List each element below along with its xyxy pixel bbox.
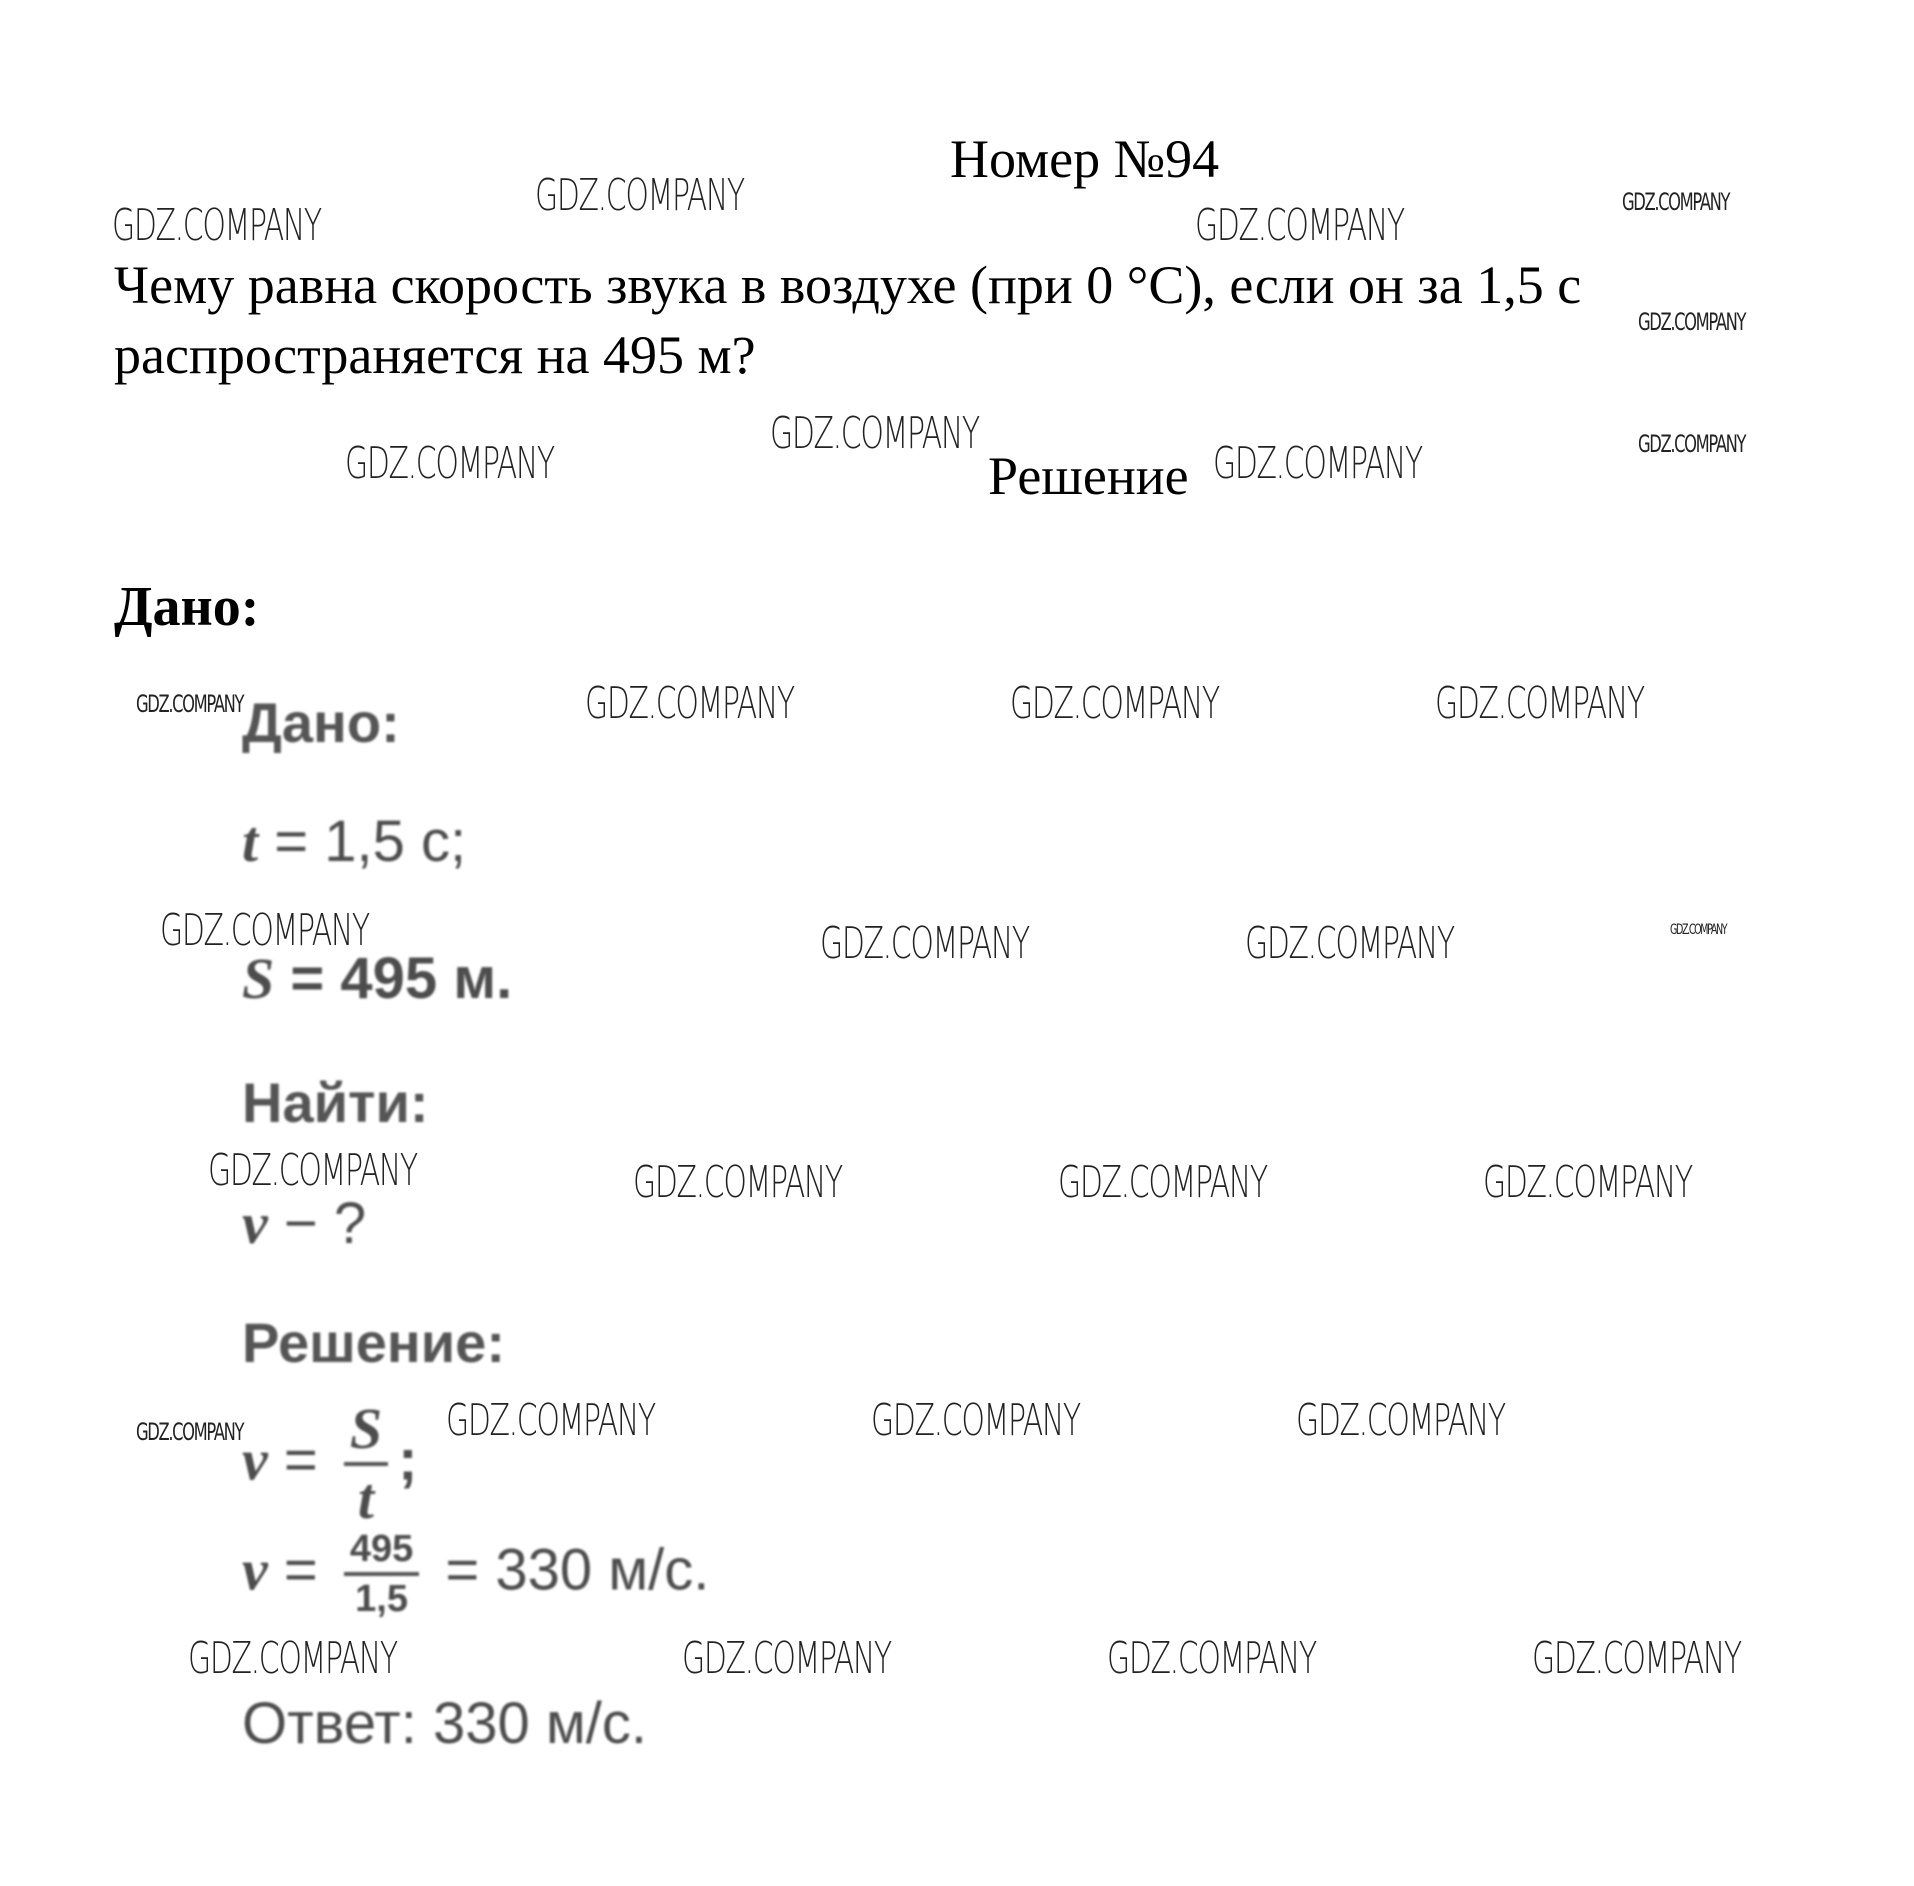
scan-find-line <box>242 1190 366 1257</box>
distance-value: = 495 м. <box>274 946 513 1011</box>
watermark: GDZ.COMPANY <box>1622 188 1730 216</box>
watermark: GDZ.COMPANY <box>633 1157 842 1208</box>
answer-line: Ответ: 330 м/с. <box>242 1691 647 1756</box>
time-value: = 1,5 с; <box>258 809 467 874</box>
scan-find-label: Найти: <box>242 1071 429 1134</box>
watermark: GDZ.COMPANY <box>1638 308 1746 336</box>
watermark: GDZ.COMPANY <box>160 905 369 956</box>
watermark: GDZ.COMPANY <box>871 1395 1080 1446</box>
formula-fraction <box>344 1396 388 1531</box>
watermark: GDZ.COMPANY <box>1296 1395 1505 1446</box>
scan-time-line <box>242 808 466 875</box>
calc-result: = 330 м/с. <box>429 1537 710 1603</box>
watermark: GDZ.COMPANY <box>820 918 1029 969</box>
watermark: GDZ.COMPANY <box>446 1395 655 1446</box>
watermark: GDZ.COMPANY <box>585 678 794 729</box>
var-v-formula: v <box>242 1427 268 1493</box>
watermark: GDZ.COMPANY <box>1213 438 1422 489</box>
formula-denominator: t <box>357 1466 375 1531</box>
var-s: S <box>242 946 275 1011</box>
watermark: GDZ.COMPANY <box>1638 430 1746 458</box>
formula-equals: = <box>267 1427 334 1493</box>
watermark: GDZ.COMPANY <box>188 1633 397 1684</box>
find-value: − ? <box>267 1191 367 1256</box>
calc-numerator: 495 <box>344 1530 419 1576</box>
watermark: GDZ.COMPANY <box>208 1145 417 1196</box>
calc-denominator: 1,5 <box>355 1578 408 1620</box>
watermark: GDZ.COMPANY <box>1058 1157 1267 1208</box>
problem-text: Чему равна скорость звука в воздухе (при 0 °С), если он за 1,5 с распространяется на 495 м? <box>114 255 1582 385</box>
solution-heading: Решение <box>988 446 1189 506</box>
watermark: GDZ.COMPANY <box>1107 1633 1316 1684</box>
watermark: GDZ.COMPANY <box>1435 678 1644 729</box>
watermark: GDZ.COMPANY <box>345 438 554 489</box>
watermark: GDZ.COMPANY <box>136 1418 244 1446</box>
formula-line <box>242 1396 418 1531</box>
scan-given-label: Дано: <box>242 691 400 754</box>
watermark: GDZ.COMPANY <box>112 200 321 251</box>
watermark: GDZ.COMPANY <box>136 690 244 718</box>
watermark: GDZ.COMPANY <box>1010 678 1219 729</box>
scan-solution-label: Решение: <box>242 1311 505 1374</box>
calculation-line <box>242 1530 709 1618</box>
watermark: GDZ.COMPANY <box>770 408 979 459</box>
var-t: t <box>242 809 259 874</box>
formula-end: ; <box>398 1427 418 1493</box>
watermark: GDZ.COMPANY <box>535 170 744 221</box>
watermark: GDZ.COMPANY <box>1195 200 1404 251</box>
given-heading: Дано: <box>114 576 260 638</box>
watermark: GDZ.COMPANY <box>1483 1157 1692 1208</box>
watermark: GDZ.COMPANY <box>1532 1633 1741 1684</box>
watermark: GDZ.COMPANY <box>1245 918 1454 969</box>
var-v-calc: v <box>242 1537 268 1603</box>
var-v: v <box>242 1191 268 1256</box>
calc-fraction <box>344 1530 419 1618</box>
formula-numerator: S <box>349 1396 383 1461</box>
watermark: GDZ.COMPANY <box>682 1633 891 1684</box>
page-title: Номер №94 <box>950 129 1220 189</box>
watermark: GDZ.COMPANY <box>1670 922 1727 938</box>
calc-equals: = <box>267 1537 334 1603</box>
